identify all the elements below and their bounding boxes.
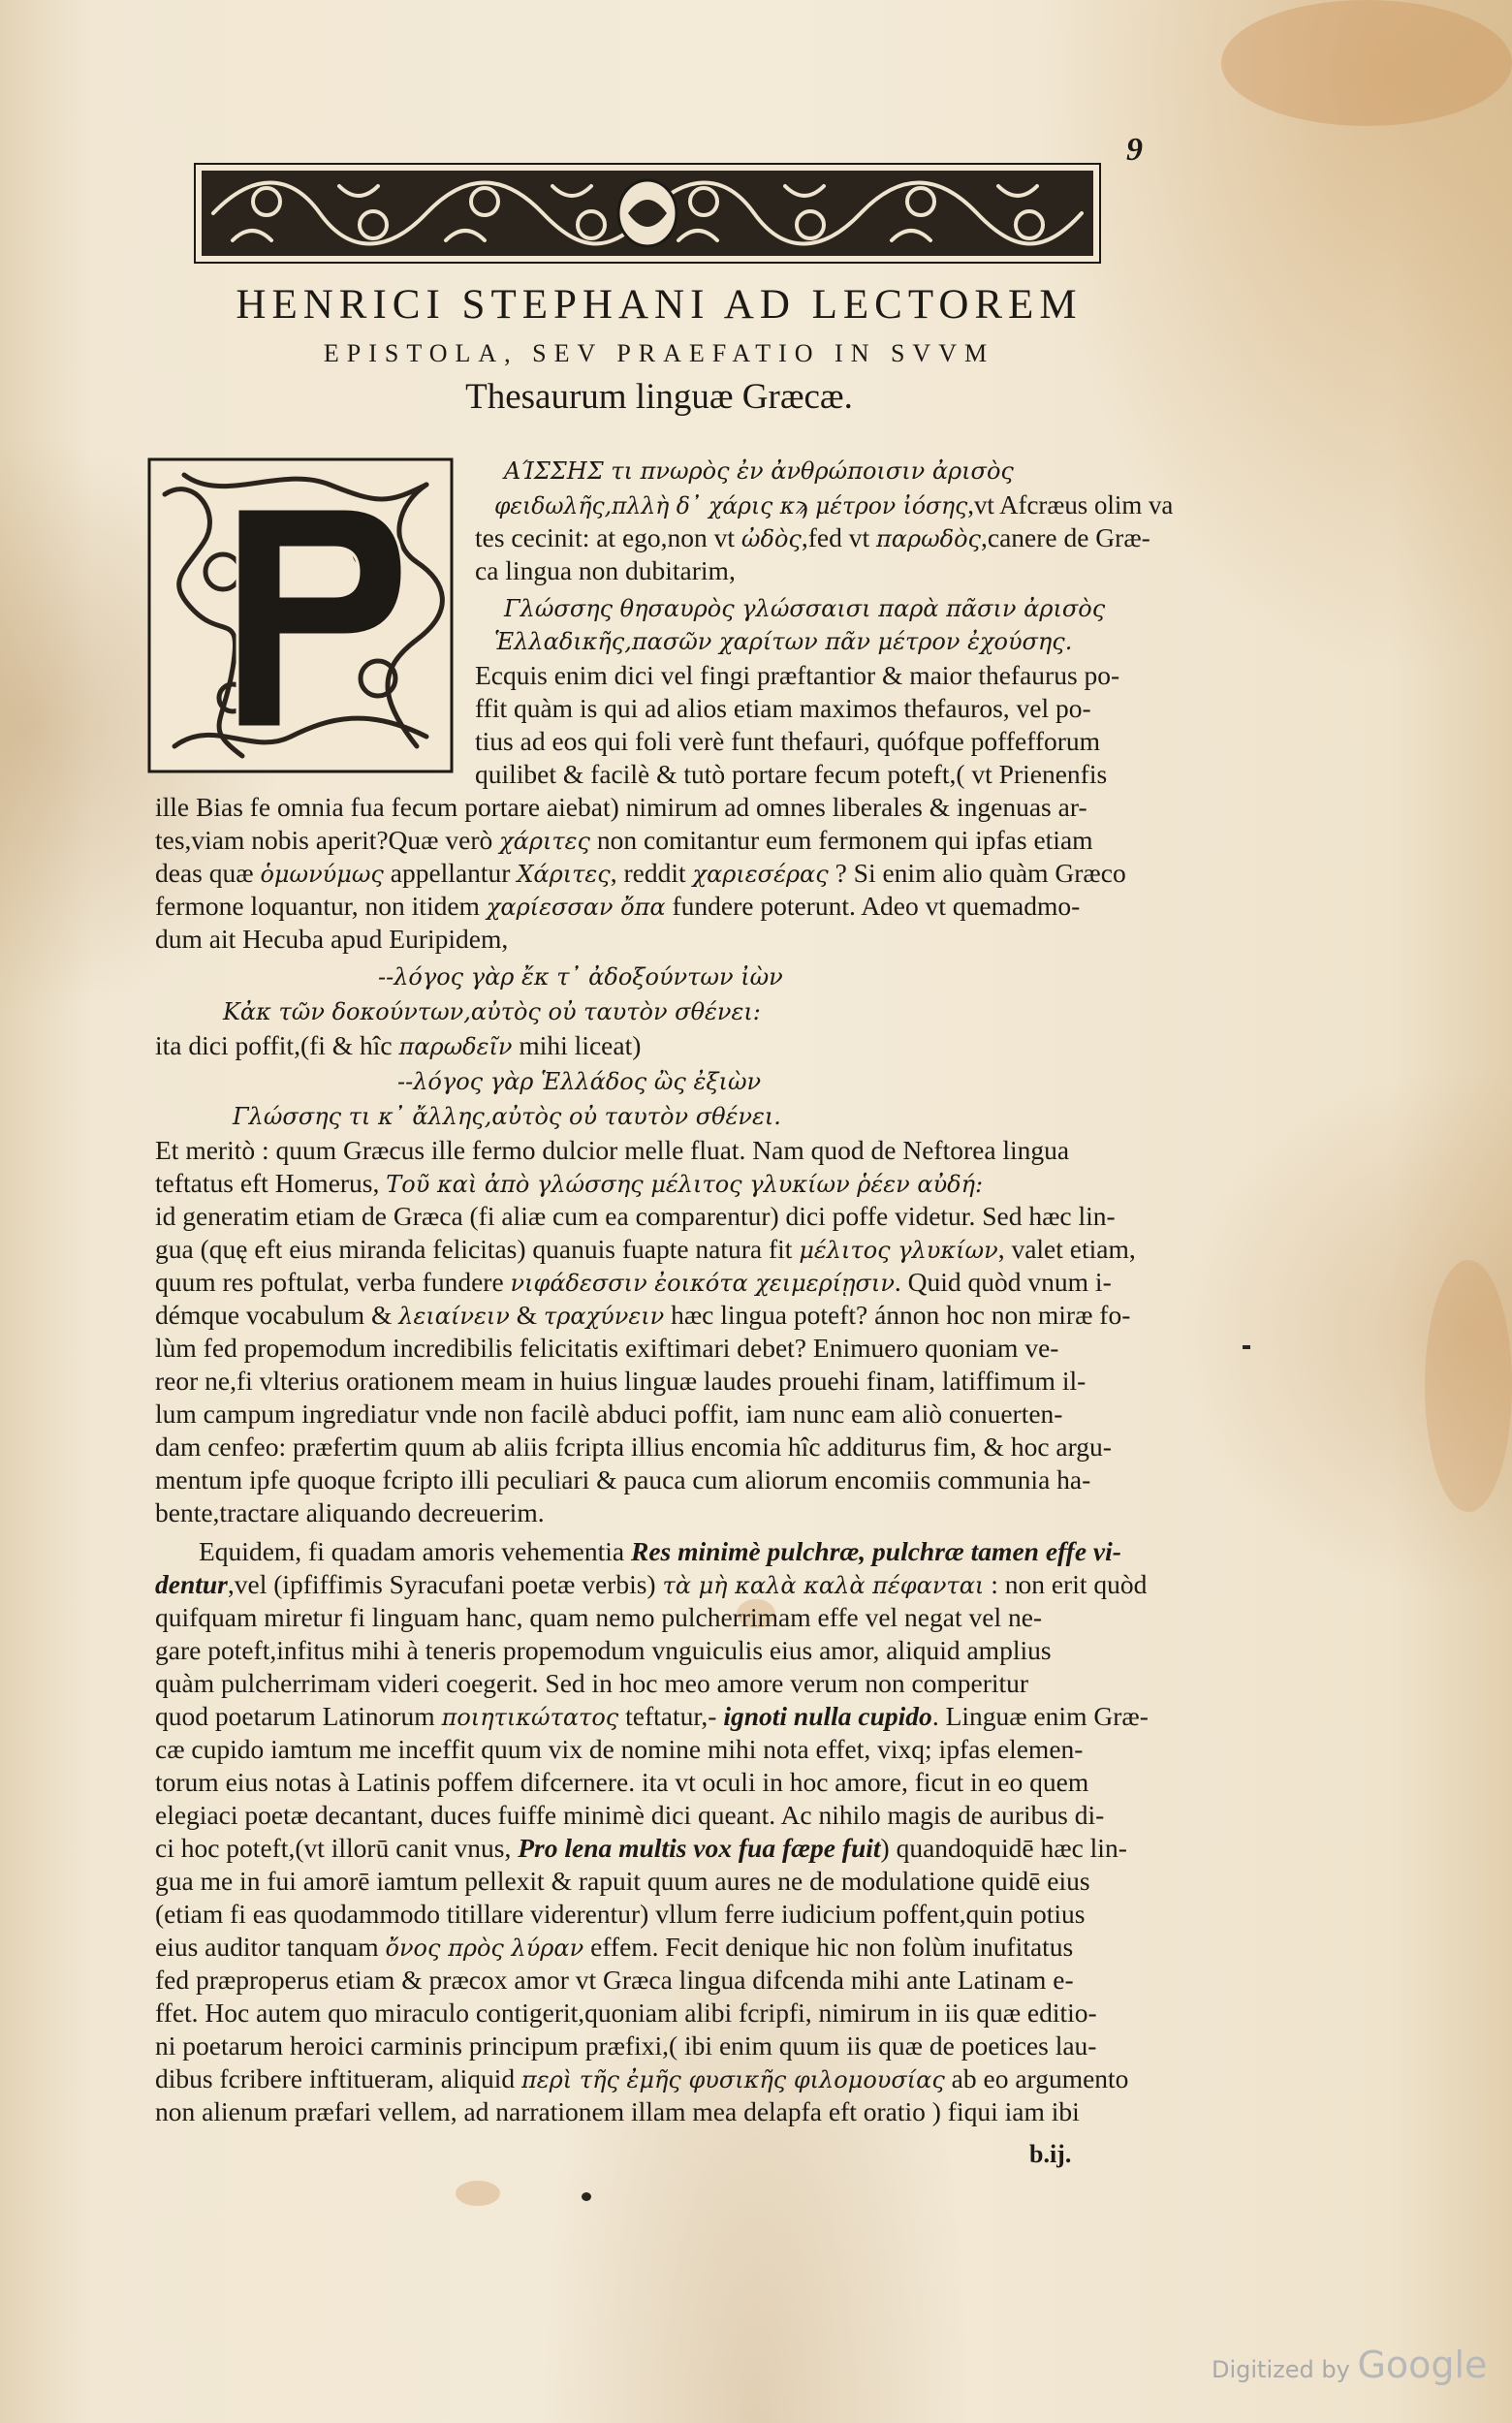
text-line: ΑΊΣΣΗΣ τι πνωρὸς ἐν ἀνθρώποισιν ἀρισὸς <box>504 457 1014 485</box>
water-stain <box>1221 0 1512 126</box>
text-line: teftatus eft Homerus, Τοῦ καὶ ἀπὸ γλώσσης μέλιτος γλυκίων ῥέεν αὐδή: <box>155 1168 984 1198</box>
text-line: eius auditor tanquam ὄνος πρὸς λύραν effem. Fecit denique hic non folùm inufitatus <box>155 1932 1074 1962</box>
text-line: ffit quàm is qui ad alios etiam maximos thefauros, vel po- <box>475 693 1091 723</box>
text-line: Ἑλλαδικῆς,πασῶν χαρίτων πᾶν μέτρον ἐχούσης. <box>494 628 1073 655</box>
ornamental-headband <box>194 163 1101 264</box>
text-line: ni poetarum heroici carminis principum præfixi,( ibi enim quum iis quæ de poetices lau- <box>155 2030 1097 2061</box>
text-line: lùm fed propemodum incredibilis felicitatis exiftimari debet? Enimuero quoniam ve- <box>155 1333 1059 1363</box>
text-line: quàm pulcherrimam videri coegerit. Sed in hoc meo amore verum non comperitur <box>155 1668 1029 1698</box>
text-line: torum eius notas à Latinis poffem difcernere. ita vt oculi in hoc amore, ficut in eo quem <box>155 1767 1089 1797</box>
text-line: id generatim etiam de Græca (fi aliæ cum ea comparentur) dici poffe videtur. Sed hæc lin- <box>155 1201 1116 1231</box>
text-line: bente,tractare aliquando decreuerim. <box>155 1497 545 1527</box>
title-line-1: HENRICI STEPHANI AD LECTOREM <box>236 282 1083 328</box>
text-line: φειδωλῆς,πλλὴ δ᾽ χάρις κϡ μέτρον ἰόσης,vt Afcræus olim va <box>494 489 1174 519</box>
text-line: Ecquis enim dici vel fingi præftantior & maior thefaurus po- <box>475 660 1120 690</box>
signature-mark: b.ij. <box>1029 2140 1072 2168</box>
text-line: dam cenfeo: præfertim quum ab aliis fcripta illius encomia hîc additurus fim, & hoc argu- <box>155 1432 1112 1462</box>
text-line: ffet. Hoc autem quo miraculo contigerit,quoniam alibi fcripfi, nimirum in iis quæ editio- <box>155 1998 1097 2028</box>
text-line: dibus fcribere inftitueram, aliquid περὶ τῆς ἐμῆς φυσικῆς φιλομουσίας ab eo argumento <box>155 2063 1129 2093</box>
text-line: quod poetarum Latinorum ποιητικώτατος teftatur,- ignoti nulla cupido. Linguæ enim Græ- <box>155 1701 1149 1731</box>
digitized-watermark <box>1212 2344 1487 2386</box>
text-line: fermone loquantur, non itidem χαρίεσσαν ὄπα fundere poterunt. Adeo vt quemadmo- <box>155 891 1081 921</box>
page-number: 9 <box>1126 132 1143 168</box>
text-line: quum res poftulat, verba fundere νιφάδεσσιν ἐοικότα χειμερίῃσιν. Quid quòd vnum i- <box>155 1267 1112 1297</box>
google-logo: Google <box>1357 2344 1488 2386</box>
text-line: gare poteft,infitus mihi à teneris propemodum vnguiculis eius amor, aliquid amplius <box>155 1635 1052 1665</box>
text-line: deas quæ ὁμωνύμως appellantur Χάριτες, reddit χαριεσέρας ? Si enim alio quàm Græco <box>155 858 1126 888</box>
text-line: quifquam miretur fi linguam hanc, quam nemo pulcherrimam effe vel negat vel ne- <box>155 1602 1043 1632</box>
title-line-3: Thesaurum linguæ Græcæ. <box>465 377 853 417</box>
text-line: reor ne,fi vlterius orationem meam in huius linguæ laudes prouehi finam, latiffimum il- <box>155 1366 1087 1396</box>
text-line: Et meritò : quum Græcus ille fermo dulcior melle fluat. Nam quod de Neftorea lingua <box>155 1135 1070 1165</box>
text-line: ca lingua non dubitarim, <box>475 555 736 585</box>
text-line: lum campum ingrediatur vnde non facilè abduci poffit, iam nunc eam aliò conuerten- <box>155 1399 1063 1429</box>
text-line: tes,viam nobis aperit?Quæ verò χάριτες non comitantur eum fermonem qui ipfas etiam <box>155 825 1093 855</box>
text-line: mentum ipfe quoque fcripto illi peculiari & pauca cum aliorum encomiis communia ha- <box>155 1464 1091 1495</box>
text-line: Equidem, fi quadam amoris vehementia Res minimè pulchræ, pulchræ tamen effe vi- <box>199 1536 1121 1566</box>
water-stain <box>456 2181 500 2206</box>
text-line: dum ait Hecuba apud Euripidem, <box>155 924 509 954</box>
title-line-2: EPISTOLA, SEV PRAEFATIO IN SVVM <box>323 339 995 367</box>
text-line: cæ cupido iamtum me inceffit quum vix de nomine mihi nota effet, vixq; ipfas elemen- <box>155 1734 1084 1764</box>
text-line: tes cecinit: at ego,non vt ὠδὸς,fed vt παρωδὸς,canere de Græ- <box>475 522 1150 552</box>
text-line: gua me in fui amorē iamtum pellexit & rapuit quum aures ne de modulatione quidē eius <box>155 1866 1090 1896</box>
text-line: (etiam fi eas quodammodo titillare viderentur) vllum ferre iudicium poffent,quin potius <box>155 1899 1086 1929</box>
text-line: démque vocabulum & λειαίνειν & τραχύνειν hæc lingua poteft? ánnon hoc non miræ fo- <box>155 1300 1131 1330</box>
text-line: elegiaci poetæ decantant, duces fuiffe minimè dici queant. Ac nihilo magis de auribus di- <box>155 1800 1105 1830</box>
text-line: Κἀκ τῶν δοκούντων,αὐτὸς οὐ ταυτὸν σθένει: <box>223 998 761 1025</box>
ink-spot <box>1243 1345 1250 1349</box>
text-line: ita dici poffit,(fi & hîc παρωδεῖν mihi liceat) <box>155 1030 642 1060</box>
text-line: ille Bias fe omnia fua fecum portare aiebat) nimirum ad omnes liberales & ingenuas ar- <box>155 792 1087 822</box>
water-stain <box>1425 1260 1512 1512</box>
decorated-initial <box>145 456 456 775</box>
text-line: non alienum præfari vellem, ad narrationem illam mea delapfa eft oratio ) fiqui iam ibi <box>155 2096 1080 2126</box>
text-line: --λόγος γὰρ ἔκ τ᾽ ἀδοξούντων ἰὼν <box>378 963 783 991</box>
text-line: fed præproperus etiam & præcox amor vt Græca lingua difcenda mihi ante Latinam e- <box>155 1965 1074 1995</box>
ink-spot <box>582 2192 591 2201</box>
text-line: quilibet & facilè & tutò portare fecum poteft,( vt Prienenfis <box>475 759 1108 789</box>
text-line: --λόγος γὰρ Ἑλλάδος ὢς ἐξιὼν <box>397 1068 762 1095</box>
text-line: gua (quę eft eius miranda felicitas) quanuis fuapte natura fit μέλιτος γλυκίων, valet etiam, <box>155 1234 1136 1264</box>
watermark-prefix: Digitized by <box>1212 2356 1350 2383</box>
text-line: Γλώσσης τι κ᾽ ἄλλης,αὐτὸς οὐ ταυτὸν σθένει. <box>233 1103 781 1130</box>
text-line: tius ad eos qui foli verè funt thefauri, quófque poffefforum <box>475 726 1101 756</box>
text-line: Γλώσσης θησαυρὸς γλώσσαισι παρὰ πᾶσιν ἀρισὸς <box>504 595 1106 622</box>
text-line: dentur,vel (ipfiffimis Syracufani poetæ verbis) τὰ μὴ καλὰ καλὰ πέφανται : non erit quòd <box>155 1569 1148 1599</box>
text-line: ci hoc poteft,(vt illorū canit vnus, Pro lena multis vox fua fæpe fuit) quandoquidē hæc lin- <box>155 1833 1127 1863</box>
